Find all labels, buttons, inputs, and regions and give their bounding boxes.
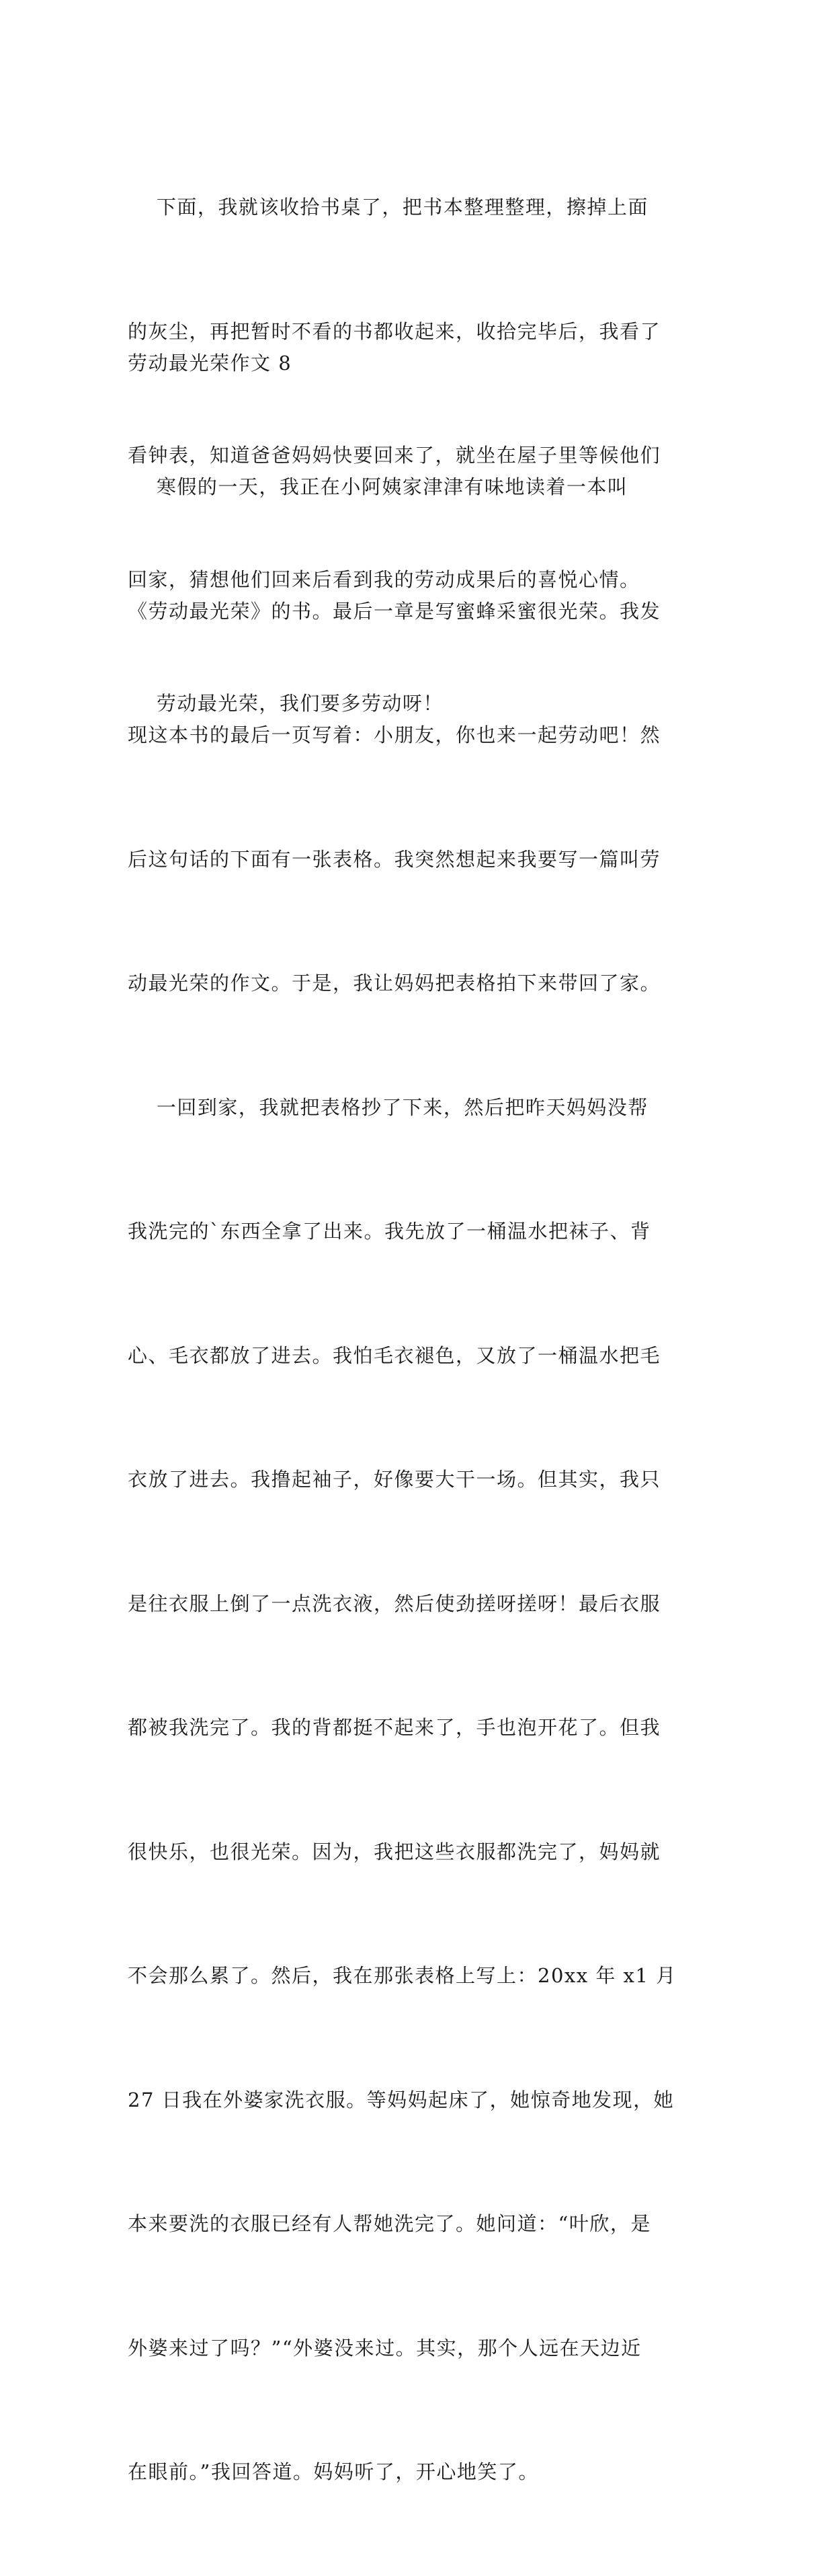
text-line: 我洗完的`东西全拿了出来。我先放了一桶温水把袜子、背 xyxy=(128,1220,651,1243)
text-line: 现这本书的最后一页写着：小朋友，你也来一起劳动吧！然 xyxy=(128,724,661,746)
text-line: 衣放了进去。我撸起袖子，好像要大干一场。但其实，我只 xyxy=(128,1468,661,1491)
text-line: 回家，猜想他们回来后看到我的劳动成果后的喜悦心情。 xyxy=(128,568,640,591)
text-line: 《劳动最光荣》的书。最后一章是写蜜蜂采蜜很光荣。我发 xyxy=(128,599,661,623)
text-line: 是往衣服上倒了一点洗衣液，然后使劲搓呀搓呀！最后衣服 xyxy=(128,1592,661,1615)
text-line: 后这句话的下面有一张表格。我突然想起来我要写一篇叫劳 xyxy=(128,847,661,871)
text-line: 不会那么累了。然后，我在那张表格上写上：20xx 年 x1 月 xyxy=(128,1964,677,1987)
text-line: 很快乐，也很光荣。因为，我把这些衣服都洗完了，妈妈就 xyxy=(128,1840,661,1863)
essay-paragraphs xyxy=(128,384,706,2576)
text-line: 动最光荣的作文。于是，我让妈妈把表格拍下来带回了家。 xyxy=(128,972,661,994)
text-line: 的灰尘，再把暂时不看的书都收起来，收拾完毕后，我看了 xyxy=(128,319,661,343)
text-line: 27 日我在外婆家洗衣服。等妈妈起床了，她惊奇地发现，她 xyxy=(128,2088,675,2111)
section-title: 劳动最光荣作文 8 xyxy=(128,352,292,375)
text-line: 劳动最光荣，我们要多劳动呀！ xyxy=(128,692,444,715)
text-line: 下面，我就该收拾书桌了，把书本整理整理，擦掉上面 xyxy=(128,196,649,219)
text-line: 本来要洗的衣服已经有人帮她洗完了。她问道：“叶欣，是 xyxy=(128,2212,651,2235)
text-line: 心、毛衣都放了进去。我怕毛衣褪色，又放了一桶温水把毛 xyxy=(128,1343,661,1367)
text-line: 看钟表，知道爸爸妈妈快要回来了，就坐在屋子里等候他们 xyxy=(128,444,661,467)
text-line: 外婆来过了吗？”“外婆没来过。其实，那个人远在天边近 xyxy=(128,2336,642,2359)
text-line: 都被我洗完了。我的背都挺不起来了，手也泡开花了。但我 xyxy=(128,1716,661,1739)
text-line: 一回到家，我就把表格抄了下来，然后把昨天妈妈没帮 xyxy=(128,1095,649,1119)
text-line: 寒假的一天，我正在小阿姨家津津有味地读着一本叫 xyxy=(128,475,628,498)
text-line: 在眼前。”我回答道。妈妈听了，开心地笑了。 xyxy=(128,2460,539,2483)
